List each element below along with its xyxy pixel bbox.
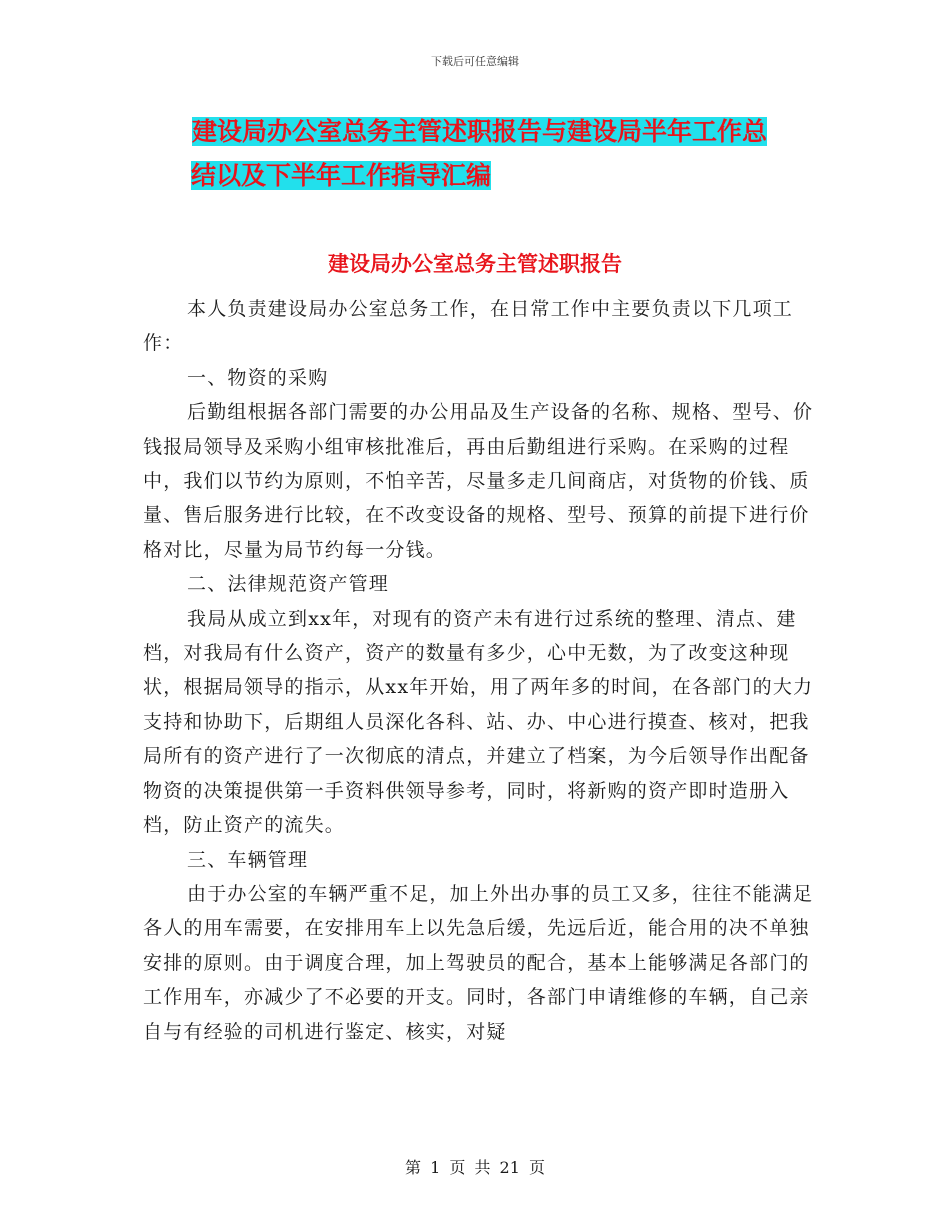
paragraph-vehicle-management: 由于办公室的车辆严重不足，加上外出办事的员工又多，往往不能满足各人的用车需要，在安排用车上以先急后缓，先远后近，能合用的决不单独安排的原则。由于调度合理，加上驾驶员的配合，基本上能够满足各部门的工作用车，亦减少了不必要的开支。同时，各部门申请维修的车辆，自己亲自与有经验的司机进行鉴定、核实，对疑	[143, 882, 814, 1043]
document-title	[140, 110, 830, 198]
document-body	[143, 292, 823, 1049]
heading-procurement: 一、物资的采购	[187, 366, 329, 389]
title-highlight-1: 建设局办公室总务主管述职报告与建设局半年工作总	[192, 117, 768, 146]
title-highlight-2: 结以及下半年工作指导汇编	[191, 161, 492, 190]
document-title-line-2	[140, 154, 830, 198]
document-title-line-1	[140, 110, 830, 154]
heading-asset-management: 二、法律规范资产管理	[187, 573, 390, 596]
paragraph-procurement: 后勤组根据各部门需要的办公用品及生产设备的名称、规格、型号、价钱报局领导及采购小组审核批准后，再由后勤组进行采购。在采购的过程中，我们以节约为原则，不怕辛苦，尽量多走几间商店，对货物的价钱、质量、售后服务进行比较，在不改变设备的规格、型号、预算的前提下进行价格对比，尽量为局节约每一分钱。	[143, 401, 814, 561]
paragraph-intro: 本人负责建设局办公室总务工作，在日常工作中主要负责以下几项工作：	[143, 298, 794, 355]
section-title: 建设局办公室总务主管述职报告	[328, 252, 622, 276]
paragraph-asset-management: 我局从成立到xx年，对现有的资产未有进行过系统的整理、清点、建档，对我局有什么资产，资产的数量有多少，心中无数，为了改变这种现状，根据局领导的指示，从xx年开始，用了两年多的时间，在各部门的大力支持和协助下，后期组人员深化各科、站、办、中心进行摸查、核对，把我局所有的资产进行了一次彻底的清点，并建立了档案，为今后领导作出配备物资的决策提供第一手资料供领导参考，同时，将新购的资产即时造册入档，防止资产的流失。	[143, 607, 814, 837]
header-note: 下载后可任意编辑	[431, 55, 519, 68]
heading-vehicle-management: 三、车辆管理	[187, 848, 309, 871]
page-footer: 第 1 页 共 21 页	[405, 1158, 545, 1177]
